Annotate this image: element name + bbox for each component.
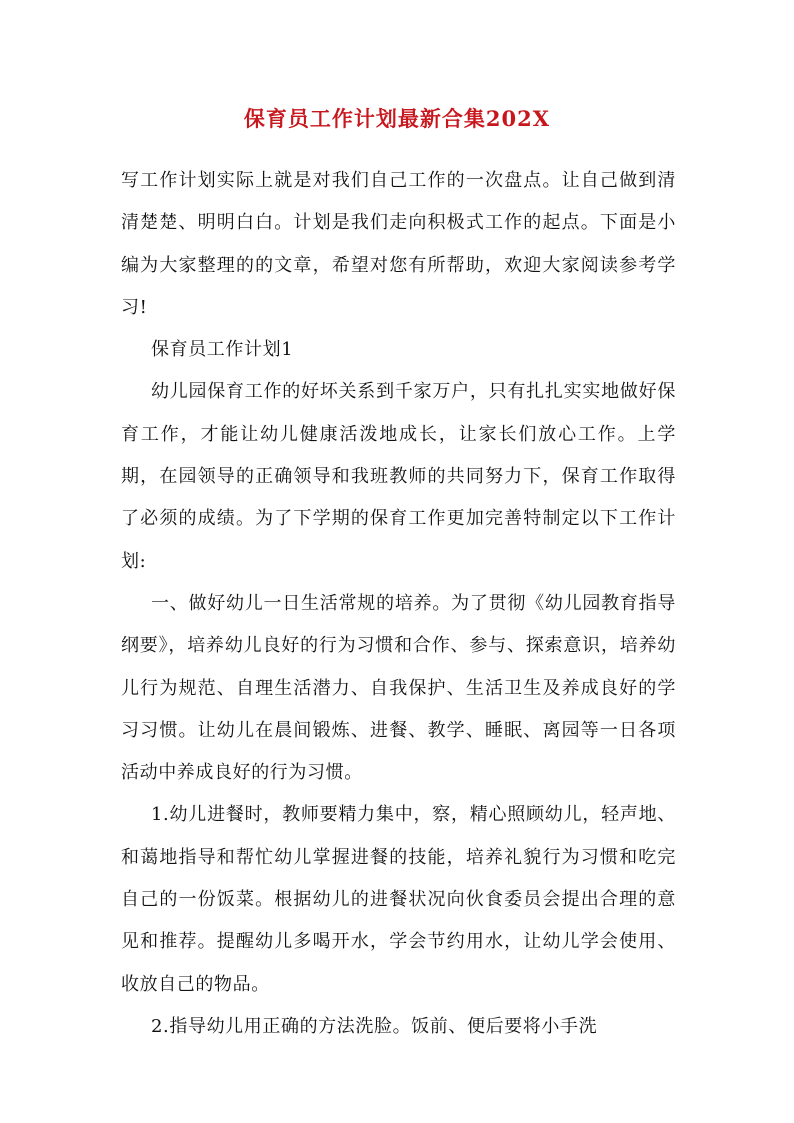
body-paragraph: 幼儿园保育工作的好坏关系到千家万户，只有扎扎实实地做好保育工作，才能让幼儿健康活泼地成长，让家长们放心工作。上学期，在园领导的正确领导和我班教师的共同努力下，保育工作取得了必须的成绩。为了下学期的保育工作更加完善特制定以下工作计划: (121, 381, 676, 572)
body-paragraph: 1.幼儿进餐时，教师要精力集中，察，精心照顾幼儿，轻声地、和蔼地指导和帮忙幼儿掌握进餐的技能，培养礼貌行为习惯和吃完自己的一份饭菜。根据幼儿的进餐状况向伙食委员会提出合理的意见和推荐。提醒幼儿多喝开水，学会节约用水，让幼儿学会使用、收放自己的物品。 (121, 804, 676, 995)
section-heading: 保育员工作计划1 (151, 339, 294, 361)
document-body (121, 160, 676, 1048)
body-paragraph: 2.指导幼儿用正确的方法洗脸。饭前、便后要将小手洗 (151, 1015, 598, 1037)
intro-paragraph: 写工作计划实际上就是对我们自己工作的一次盘点。让自己做到清清楚楚、明明白白。计划是我们走向积极式工作的起点。下面是小编为大家整理的的文章，希望对您有所帮助，欢迎大家阅读参考学习! (121, 170, 676, 318)
document-title: 保育员工作计划最新合集202X (243, 106, 551, 131)
body-paragraph: 一、做好幼儿一日生活常规的培养。为了贯彻《幼儿园教育指导纲要》，培养幼儿良好的行为习惯和合作、参与、探索意识，培养幼儿行为规范、自理生活潜力、自我保护、生活卫生及养成良好的学习习惯。让幼儿在晨间锻炼、进餐、教学、睡眠、离园等一日各项活动中养成良好的行为习惯。 (121, 592, 676, 784)
